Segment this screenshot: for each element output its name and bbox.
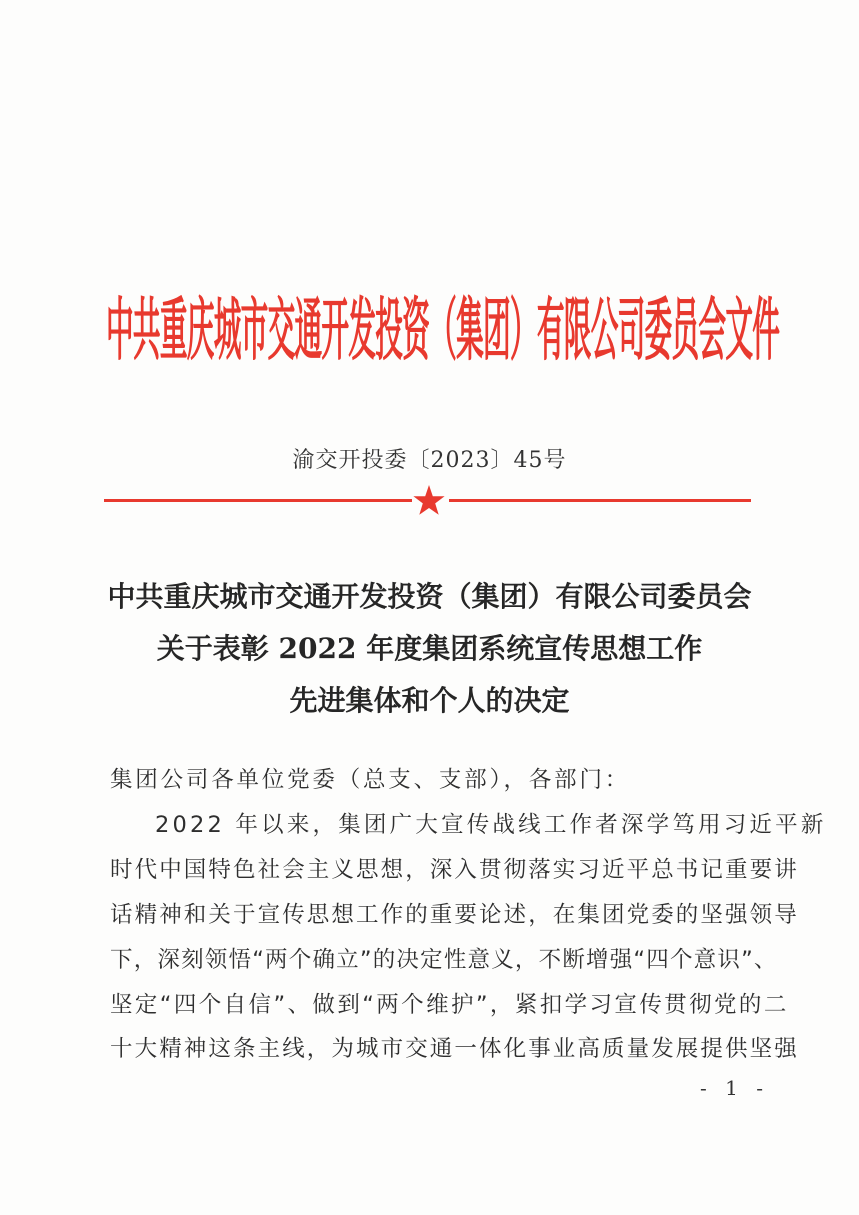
document-title-line-1: 中共重庆城市交通开发投资（集团）有限公司委员会	[107, 580, 752, 613]
body-line: 坚定“四个自信”、做到“两个维护”，紧扣学习宣传贯彻党的二	[110, 992, 789, 1018]
body-line: 下，深刻领悟“两个确立”的决定性意义，不断增强“四个意识”、	[110, 947, 778, 973]
document-title-line-3: 先进集体和个人的决定	[289, 684, 570, 717]
body-line: 话精神和关于宣传思想工作的重要论述，在集团党委的坚强领导	[110, 902, 799, 928]
document-title-line-2: 关于表彰 2022 年度集团系统宣传思想工作	[156, 632, 703, 665]
body-line: 2022 年以来，集团广大宣传战线工作者深学笃用习近平新	[155, 812, 827, 838]
body-line: 十大精神这条主线，为城市交通一体化事业高质量发展提供坚强	[110, 1036, 799, 1062]
page-number: - 1 -	[700, 1076, 769, 1100]
star-icon	[413, 485, 445, 516]
red-masthead	[106, 290, 780, 370]
separator-rule-left	[104, 499, 412, 502]
masthead-title: 中共重庆城市交通开发投资（集团）有限公司委员会文件	[106, 290, 780, 370]
document-number: 渝交开投委〔2023〕45号	[292, 448, 567, 473]
body-line: 时代中国特色社会主义思想，深入贯彻落实习近平总书记重要讲	[110, 857, 799, 883]
separator-rule-right	[449, 499, 751, 502]
salutation: 集团公司各单位党委（总支、支部），各部门：	[110, 767, 631, 793]
